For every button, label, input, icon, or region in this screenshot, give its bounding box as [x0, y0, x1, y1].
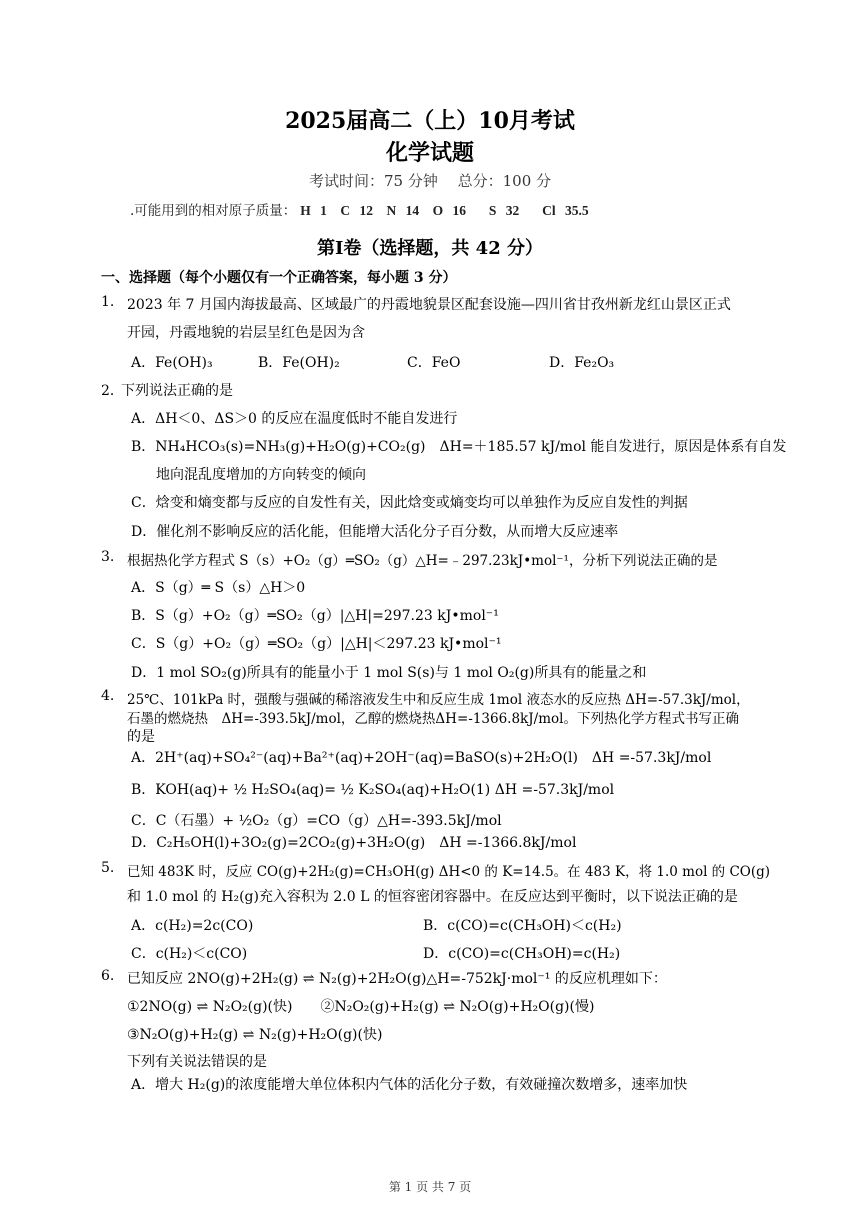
q1-option-d: D．Fe₂O₃ [549, 355, 615, 371]
q6-stem-line2: 下列有关说法错误的是 [127, 1054, 267, 1070]
q4-option-c: C．C（石墨）+ ½O₂（g）=CO（g）△H=-393.5kJ/mol [131, 813, 502, 829]
q5-stem-line1: 已知 483K 时，反应 CO(g)+2H₂(g)=CH₃OH(g) ΔH<0 的 K=14.5。在 483 K，将 1.0 mol 的 CO(g) [127, 864, 771, 880]
q1-stem-line1: 2023 年 7 月国内海拔最高、区域最广的丹霞地貌景区配套设施—四川省甘孜州新龙红山景区正式 [127, 297, 731, 313]
q3-option-b: B．S（g）+O₂（g）═SO₂（g）|△H|=297.23 kJ•mol⁻¹ [131, 608, 499, 624]
q6-mechanism-steps-1-2: ①2NO(g) ⇌ N₂O₂(g)(快) ②N₂O₂(g)+H₂(g) ⇌ N₂O(g)+H₂O(g)(慢) [127, 999, 595, 1015]
q3-stem: 根据热化学方程式 S（s）+O₂（g）═SO₂（g）△H=﹣297.23kJ•mol⁻¹，分析下列说法正确的是 [127, 553, 718, 569]
q4-stem-line3: 的是 [127, 729, 155, 745]
q1-option-b: B．Fe(OH)₂ [258, 355, 340, 371]
q4-option-b: B．KOH(aq)+ ½ H₂SO₄(aq)= ½ K₂SO₄(aq)+H₂O(1) ΔH =-57.3kJ/mol [131, 782, 615, 798]
q4-option-d: D．C₂H₅OH(l)+3O₂(g)=2CO₂(g)+3H₂O(g) ΔH =-1366.8kJ/mol [131, 835, 577, 851]
q4-number: 4. [101, 688, 115, 704]
q2-number: 2． [101, 383, 124, 399]
atomic-masses-values: H 1 C 12 N 14 O 16 S 32 Cl 35.5 [300, 203, 589, 218]
q6-stem-line1: 已知反应 2NO(g)+2H₂(g) ⇌ N₂(g)+2H₂O(g)△H=-752kJ·mol⁻¹ 的反应机理如下： [127, 971, 667, 987]
q2-option-d: D．催化剂不影响反应的活化能，但能增大活化分子百分数，从而增大反应速率 [131, 524, 619, 540]
section-title: 第Ⅰ卷（选择题，共 42 分） [316, 238, 543, 259]
q2-option-b-line2: 地向混乱度增加的方向转变的倾向 [156, 467, 366, 483]
q3-option-d: D．1 mol SO₂(g)所具有的能量小于 1 mol S(s)与 1 mol O₂(g)所具有的能量之和 [131, 665, 647, 681]
q6-number: 6. [101, 968, 115, 984]
q5-option-b: B．c(CO)=c(CH₃OH)＜c(H₂) [423, 918, 622, 934]
section-subtitle: 一、选择题（每个小题仅有一个正确答案，每小题 3 分） [101, 270, 457, 286]
q1-stem-line2: 开园，丹霞地貌的岩层呈红色是因为含 [127, 325, 365, 341]
q2-option-b-line1: B．NH₄HCO₃(s)=NH₃(g)+H₂O(g)+CO₂(g) ΔH=＋185.57 kJ/mol 能自发进行，原因是体系有自发 [131, 439, 787, 455]
q4-option-a: A．2H⁺(aq)+SO₄²⁻(aq)+Ba²⁺(aq)+2OH⁻(aq)=BaSO(s)+2H₂O(l) ΔH =-57.3kJ/mol [131, 750, 712, 766]
q3-option-c: C．S（g）+O₂（g）═SO₂（g）|△H|＜297.23 kJ•mol⁻¹ [131, 636, 502, 652]
q4-stem-line2: 石墨的燃烧热 ΔH=-393.5kJ/mol，乙醇的燃烧热ΔH=-1366.8kJ/mol。下列热化学方程式书写正确 [127, 711, 739, 727]
exam-meta: 考试时间：75 分钟 总分：100 分 [308, 172, 552, 190]
q2-option-c: C．焓变和熵变都与反应的自发性有关，因此焓变或熵变均可以单独作为反应自发性的判据 [131, 495, 688, 511]
q5-number: 5. [101, 860, 115, 876]
exam-subject: 化学试题 [385, 140, 474, 166]
q5-stem-line2: 和 1.0 mol 的 H₂(g)充入容积为 2.0 L 的恒容密闭容器中。在反应达到平衡时，以下说法正确的是 [127, 889, 738, 905]
atomic-masses [130, 199, 589, 219]
q6-mechanism-step-3: ③N₂O(g)+H₂(g) ⇌ N₂(g)+H₂O(g)(快) [127, 1027, 383, 1043]
q1-option-c: C．FeO [407, 355, 461, 371]
atomic-masses-label: .可能用到的相对原子质量： [130, 203, 297, 219]
q5-option-c: C．c(H₂)＜c(CO) [131, 946, 248, 962]
q1-option-a: A．Fe(OH)₃ [131, 355, 213, 371]
page-footer: 第 1 页 共 7 页 [388, 1180, 472, 1194]
q1-number: 1. [101, 294, 115, 310]
q2-stem: 下列说法正确的是 [121, 383, 233, 399]
q3-option-a: A．S（g）═ S（s）△H＞0 [131, 580, 306, 596]
q5-option-a: A．c(H₂)=2c(CO) [131, 918, 254, 934]
q2-option-a: A．ΔH＜0、ΔS＞0 的反应在温度低时不能自发进行 [131, 411, 458, 427]
q5-option-d: D．c(CO)=c(CH₃OH)=c(H₂) [423, 946, 621, 962]
exam-title: 2025届高二（上）10月考试 [285, 108, 575, 134]
q3-number: 3. [101, 549, 115, 565]
q4-stem-line1: 25℃、101kPa 时，强酸与强碱的稀溶液发生中和反应生成 1mol 液态水的反应热 ΔH=-57.3kJ/mol， [127, 692, 750, 708]
q6-option-a: A．增大 H₂(g)的浓度能增大单位体积内气体的活化分子数，有效碰撞次数增多，速率加快 [131, 1077, 688, 1093]
